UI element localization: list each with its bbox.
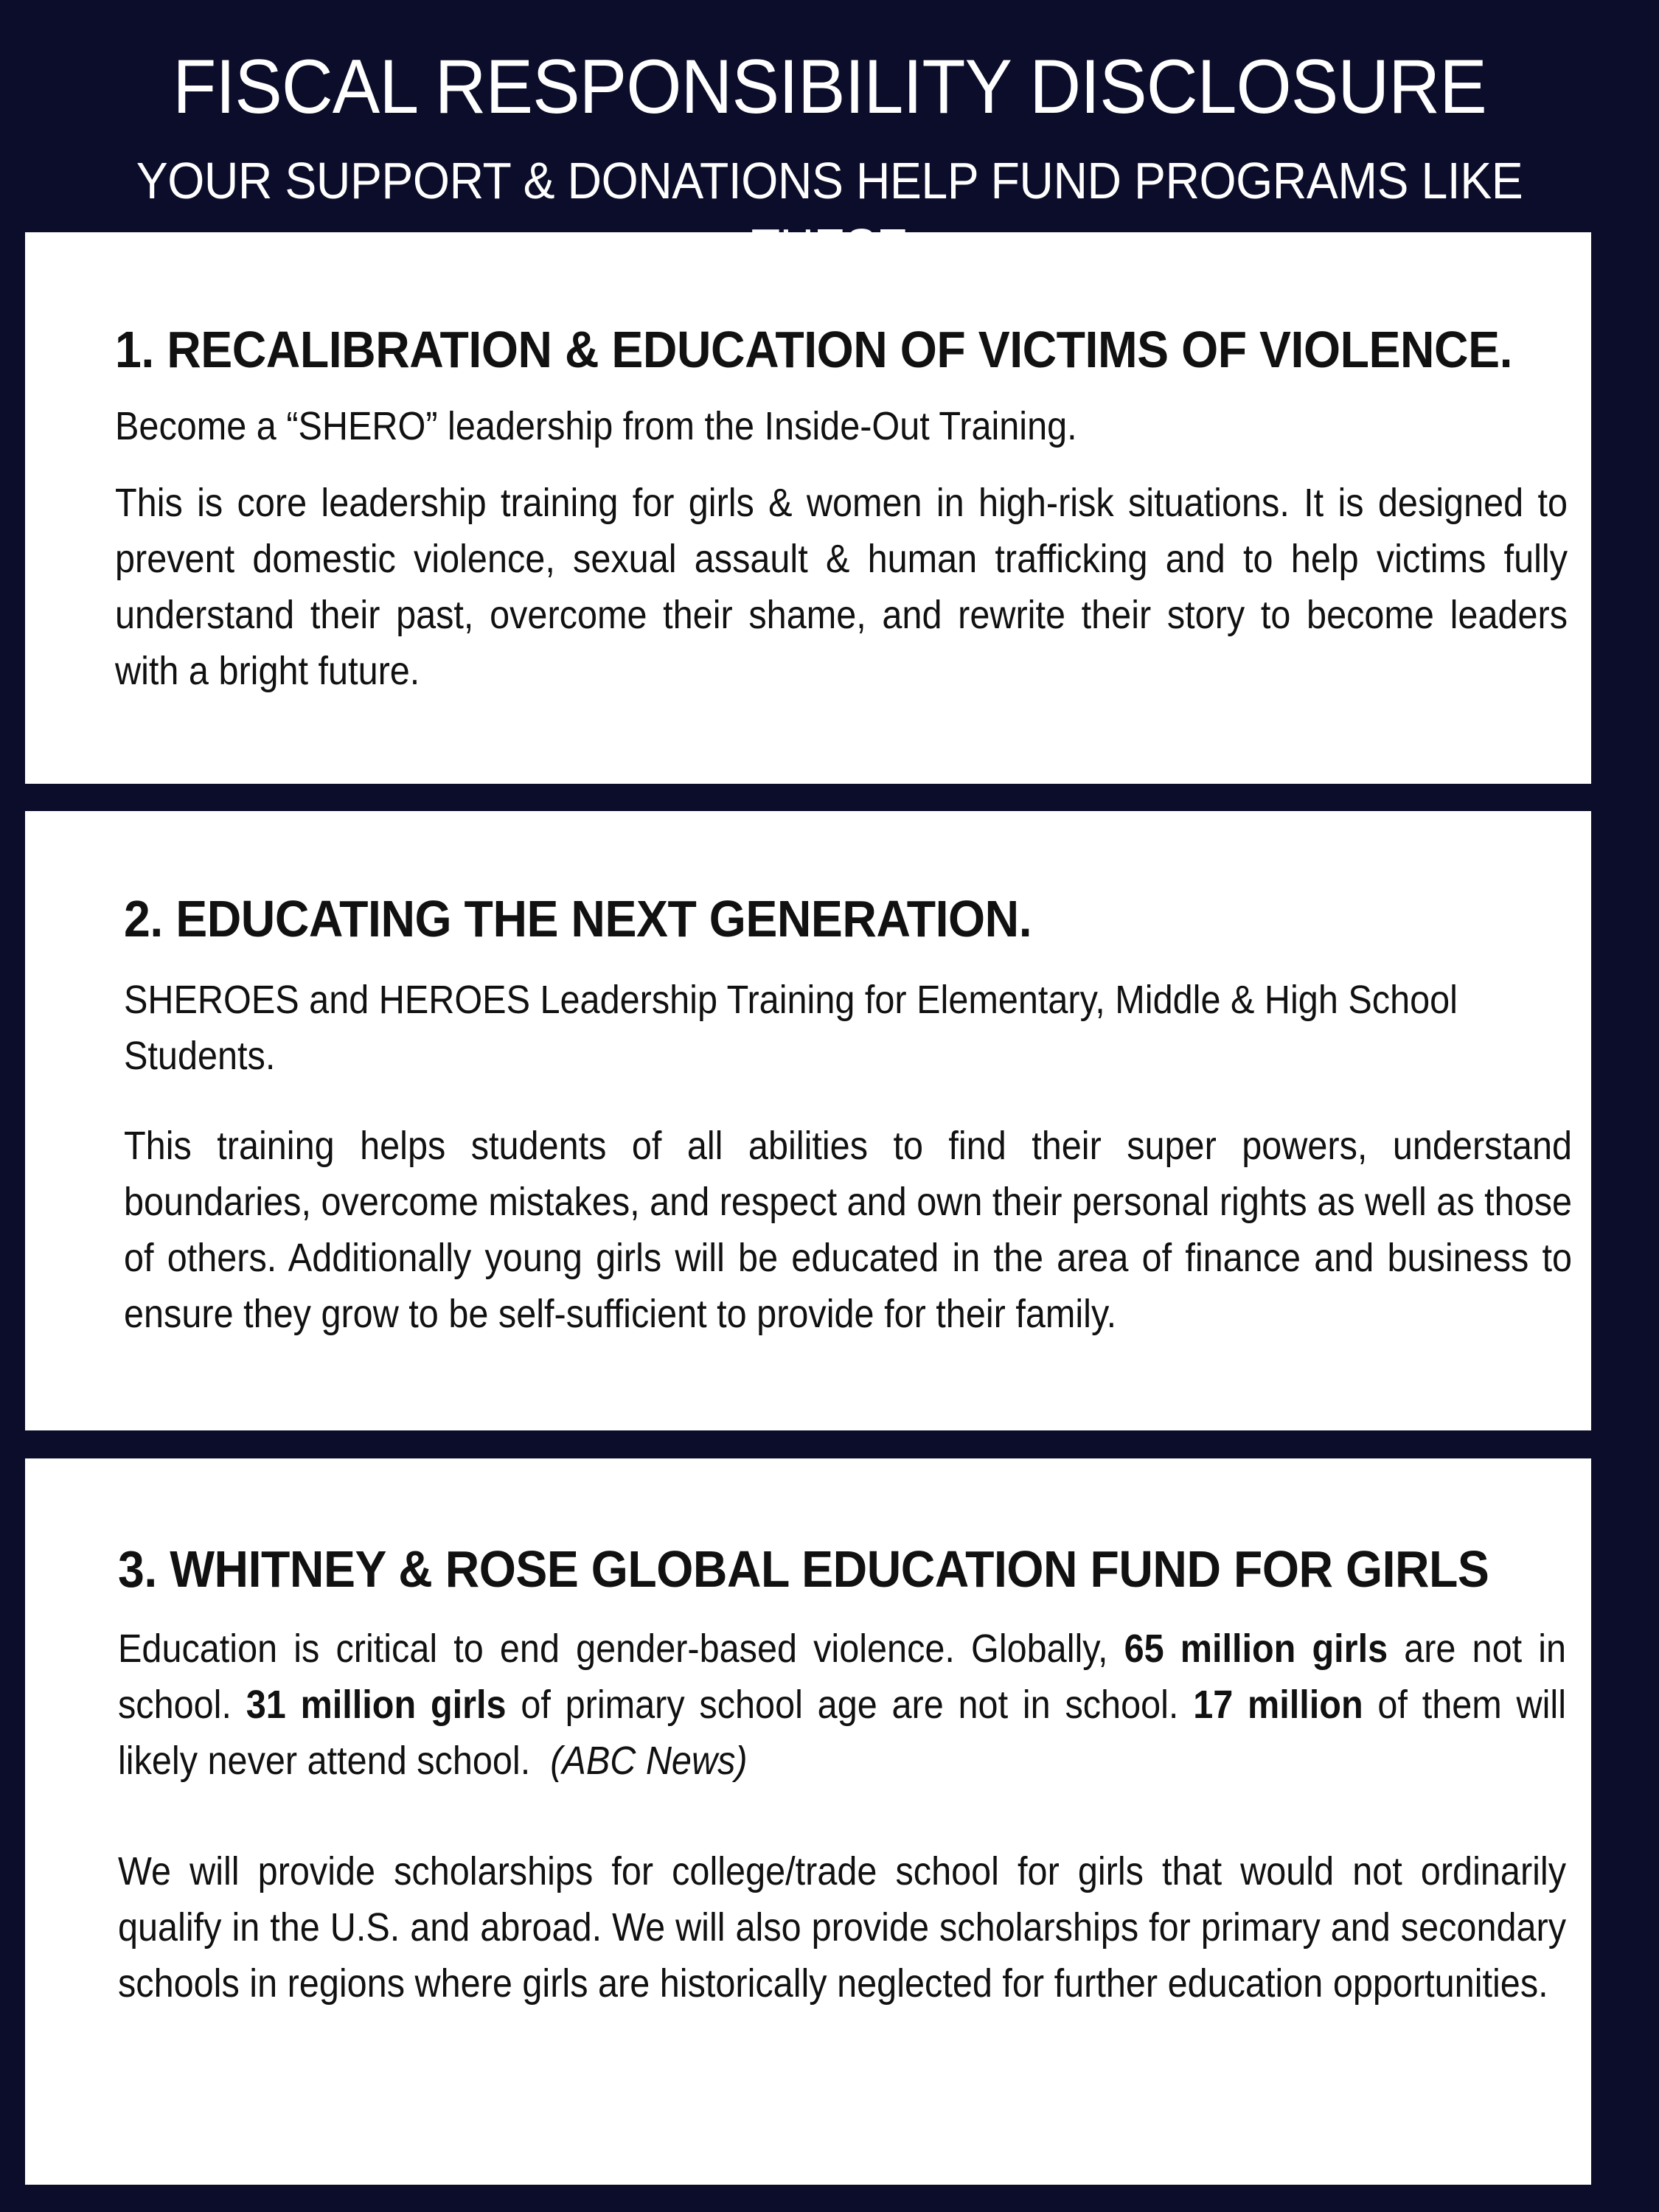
program-1-heading: 1. RECALIBRATION & EDUCATION OF VICTIMS OF VIOLENCE. <box>115 321 1512 378</box>
program-1-subheading: Become a “SHERO” leadership from the Inside-Out Training. <box>115 404 1077 448</box>
program-3-source: (ABC News) <box>550 1739 748 1783</box>
program-3-heading: 3. WHITNEY & ROSE GLOBAL EDUCATION FUND FOR GIRLS <box>118 1540 1489 1598</box>
program-3-stat-31-million: 31 million girls <box>246 1683 507 1727</box>
program-3-stats-text-4: of them will likely never attend school. <box>118 1683 1567 1783</box>
program-card-3-content <box>118 1538 1568 2011</box>
page-title: FISCAL RESPONSIBILITY DISCLOSURE <box>173 44 1486 130</box>
program-3-stat-65-million: 65 million girls <box>1124 1627 1388 1671</box>
program-3-stats-text-1: Education is critical to end gender-based violence. Globally, <box>118 1627 1124 1671</box>
program-2-heading-dot: . <box>150 890 163 947</box>
program-3-stats-text-2: are not in school. <box>118 1627 1567 1727</box>
program-3-stat-17-million: 17 million <box>1193 1683 1363 1727</box>
program-1-body: This is core leadership training for girls & women in high-risk situations. It is designed to prevent domestic violence, sexual assault & human trafficking and to help victims fully understand their past, overcome their shame, and rewrite their story to become leaders with a bright future. <box>115 481 1568 693</box>
program-card-1 <box>25 232 1591 784</box>
program-3-stats <box>118 1621 1566 1789</box>
program-card-3 <box>25 1458 1591 2185</box>
program-3-body: We will provide scholarships for college/trade school for girls that would not ordinarily qualify in the U.S. and abroad. We will also provide scholarships for primary and secondary schools in regions where girls are historically neglected for further education opportunities. <box>118 1849 1567 2006</box>
program-2-heading-text: EDUCATING THE NEXT GENERATION. <box>162 890 1032 947</box>
program-2-body: This training helps students of all abilities to find their super powers, understand boundaries, overcome mistakes, and respect and own their personal rights as well as those of others. Additionally young girls will be educated in the area of finance and business to ensure they grow to be self-sufficient to provide for their family. <box>124 1124 1573 1336</box>
program-2-heading-number: 2 <box>124 890 150 947</box>
program-card-1-content <box>115 319 1569 699</box>
program-2-subheading: SHEROES and HEROES Leadership Training for Elementary, Middle & High School Students. <box>124 978 1458 1078</box>
page-subtitle: YOUR SUPPORT & DONATIONS HELP FUND PROGRAMS LIKE <box>136 152 1523 209</box>
program-card-2 <box>25 811 1591 1430</box>
program-card-2-content <box>124 888 1573 1342</box>
header <box>0 0 1659 229</box>
program-3-stats-text-3: of primary school age are not in school. <box>506 1683 1194 1727</box>
program-2-heading <box>124 888 1458 950</box>
